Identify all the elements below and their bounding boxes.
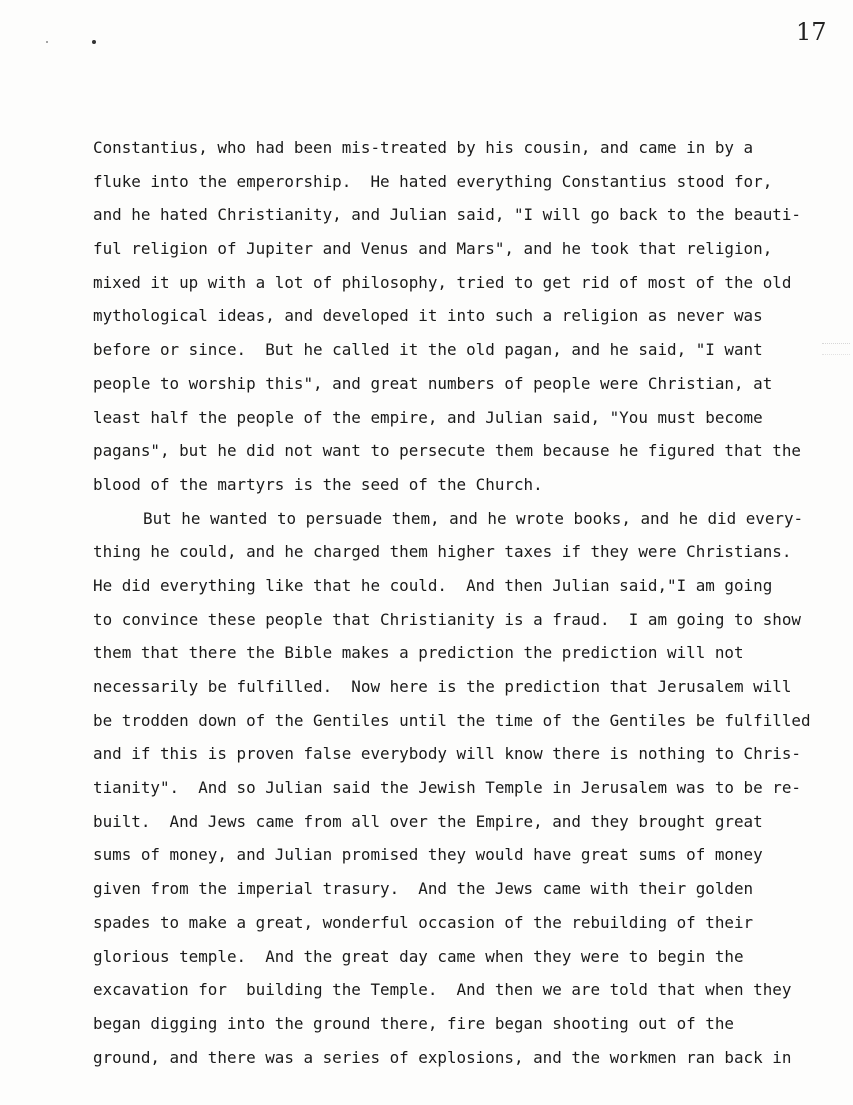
text-line: thing he could, and he charged them higher taxes if they were Christians. [93, 542, 792, 562]
text-line: sums of money, and Julian promised they would have great sums of money [93, 845, 763, 865]
text-line: But he wanted to persuade them, and he wrote books, and he did every- [143, 508, 804, 528]
paper-speck [92, 40, 96, 44]
text-line: them that there the Bible makes a prediction the prediction will not [93, 643, 744, 663]
text-line: excavation for building the Temple. And then we are told that when they [93, 980, 792, 1000]
text-line: blood of the martyrs is the seed of the Church. [93, 474, 543, 494]
text-line: before or since. But he called it the old pagan, and he said, "I want [93, 340, 763, 360]
text-line: people to worship this", and great numbers of people were Christian, at [93, 373, 773, 393]
text-line: given from the imperial trasury. And the Jews came with their golden [93, 879, 754, 899]
text-line: mythological ideas, and developed it into such a religion as never was [93, 306, 763, 326]
text-line: to convince these people that Christianity is a fraud. I am going to show [93, 609, 801, 629]
text-line: mixed it up with a lot of philosophy, tried to get rid of most of the old [93, 272, 792, 292]
text-line: spades to make a great, wonderful occasion of the rebuilding of their [93, 912, 754, 932]
text-line: ground, and there was a series of explosions, and the workmen ran back in [93, 1047, 792, 1067]
text-line: built. And Jews came from all over the Empire, and they brought great [93, 811, 763, 831]
text-line: tianity". And so Julian said the Jewish Temple in Jerusalem was to be re- [93, 778, 801, 798]
paper-speck [46, 41, 48, 43]
text-line: fluke into the emperorship. He hated everything Constantius stood for, [93, 171, 773, 191]
text-line: glorious temple. And the great day came when they were to begin the [93, 946, 744, 966]
text-line: least half the people of the empire, and Julian said, "You must become [93, 407, 763, 427]
text-line: Constantius, who had been mis-treated by his cousin, and came in by a [93, 138, 754, 157]
paragraph [93, 131, 853, 502]
text-line: He did everything like that he could. And then Julian said,"I am going [93, 575, 773, 595]
page-number: 17 [796, 18, 827, 46]
text-line: and he hated Christianity, and Julian said, "I will go back to the beauti- [93, 205, 801, 225]
body-text [93, 131, 853, 1074]
text-line: and if this is proven false everybody will know there is nothing to Chris- [93, 744, 801, 764]
text-line: pagans", but he did not want to persecute them because he figured that the [93, 441, 801, 461]
text-line: necessarily be fulfilled. Now here is the prediction that Jerusalem will [93, 677, 792, 696]
text-line: be trodden down of the Gentiles until the time of the Gentiles be fulfilled [93, 710, 811, 730]
text-line: ful religion of Jupiter and Venus and Mars", and he took that religion, [93, 239, 773, 259]
text-line: began digging into the ground there, fire began shooting out of the [93, 1013, 734, 1033]
paragraph [93, 502, 853, 1075]
